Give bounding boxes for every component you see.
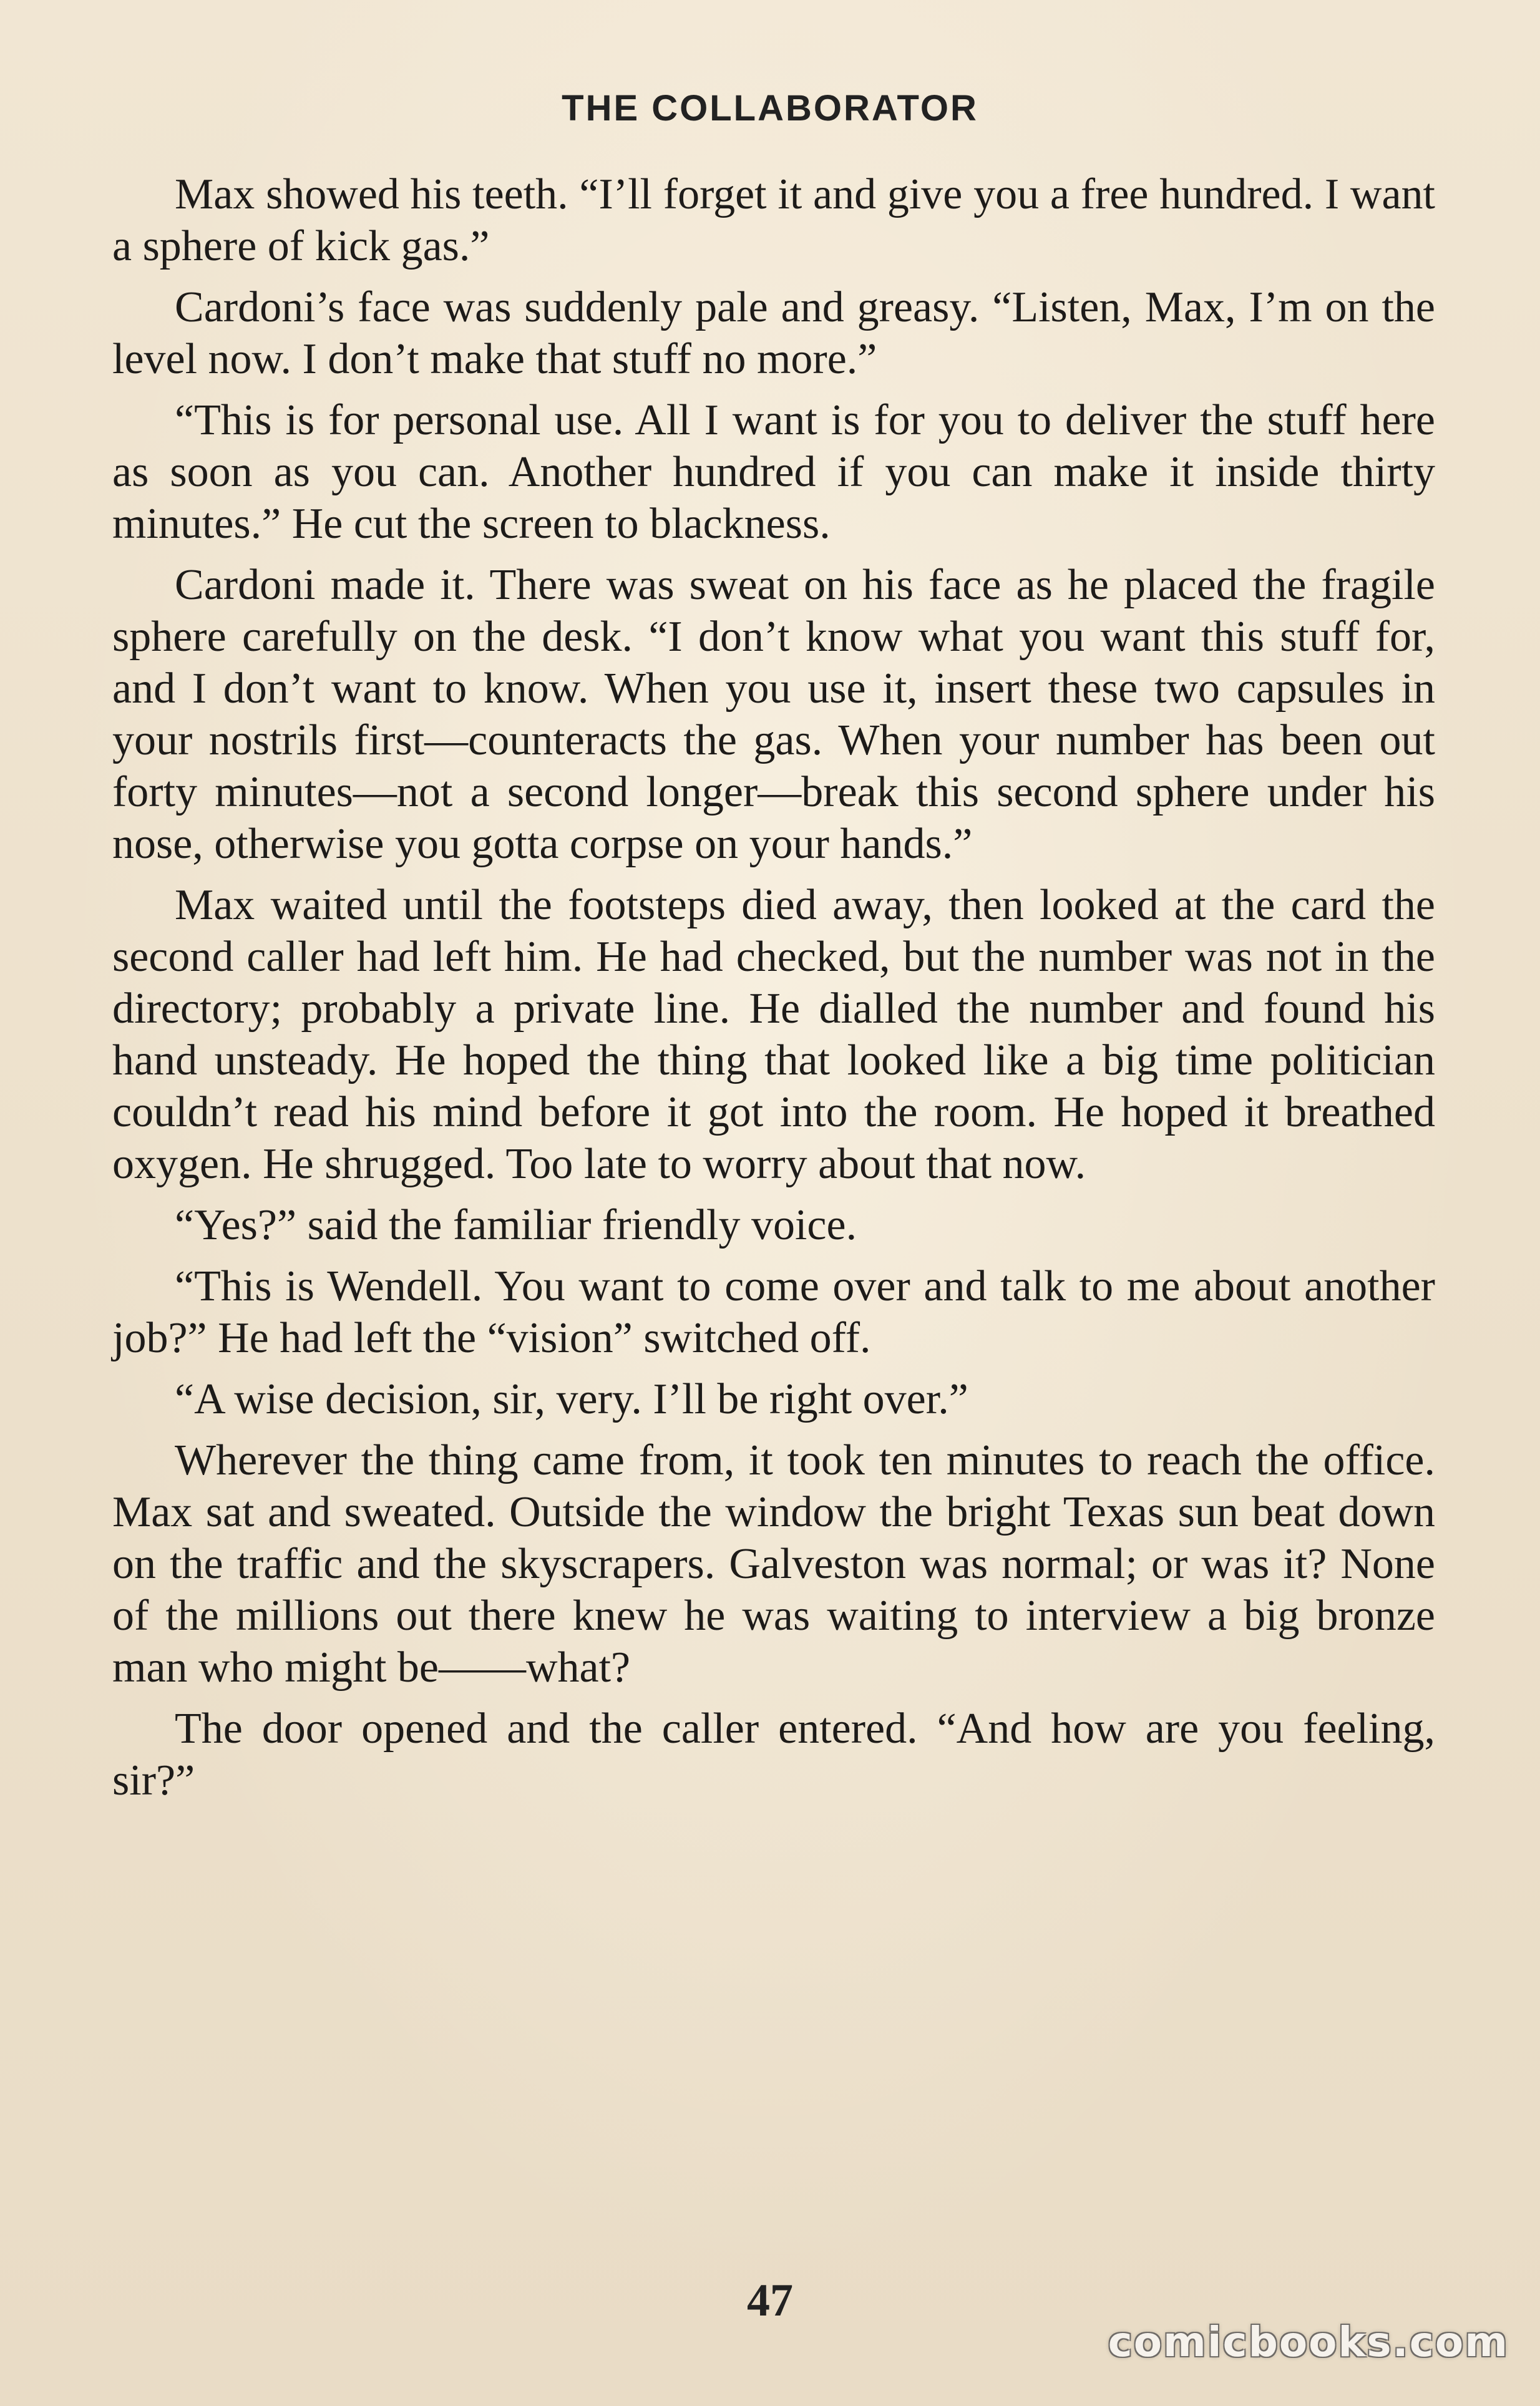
paragraph: “This is for personal use. All I want is for you to deliver the stuff here as soon as you can. Another hundred if you can make it inside thirty minutes.” He cut the screen to blackness. bbox=[112, 396, 1435, 548]
paragraph: Wherever the thing came from, it took ten minutes to reach the office. Max sat and sweated. Outside the window the bright Texas sun beat down on the traffic and the skyscrapers. Galveston was normal; or was it? None of the millions out there knew he was waiting to interview a big bronze man who might be——what? bbox=[112, 1436, 1435, 1692]
paragraph: Max showed his teeth. “I’ll forget it and give you a free hundred. I want a sphere of kick gas.” bbox=[112, 170, 1435, 270]
paragraph: “Yes?” said the familiar friendly voice. bbox=[175, 1201, 857, 1249]
paragraph: Cardoni made it. There was sweat on his face as he placed the fragile sphere carefully on the desk. “I don’t know what you want this stuff for, and I don’t want to know. When you use it, insert these two capsules in your nostrils first—counteracts the gas. When your number has been out forty minutes—not a second longer—break this second sphere under his nose, otherwise you gotta corpse on your hands.” bbox=[112, 561, 1435, 868]
body-text bbox=[112, 168, 1435, 1816]
paragraph: “A wise decision, sir, very. I’ll be right over.” bbox=[175, 1375, 968, 1423]
watermark: comicbooks.com bbox=[1108, 2318, 1509, 2366]
running-head: THE COLLABORATOR bbox=[562, 88, 978, 129]
paragraph: Cardoni’s face was suddenly pale and greasy. “Listen, Max, I’m on the level now. I don’t make that stuff no more.” bbox=[112, 283, 1435, 383]
paragraph: Max waited until the footsteps died away, then looked at the card the second caller had left him. He had checked, but the number was not in the directory; probably a private line. He dialled the number and found his hand unsteady. He hoped the thing that looked like a big time politician couldn’t read his mind before it got into the room. He hoped it breathed oxygen. He shrugged. Too late to worry about that now. bbox=[112, 881, 1435, 1188]
page-number: 47 bbox=[747, 2275, 793, 2326]
paragraph: “This is Wendell. You want to come over and talk to me about another job?” He had left the “vision” switched off. bbox=[112, 1262, 1435, 1362]
paragraph: The door opened and the caller entered. “And how are you feeling, sir?” bbox=[112, 1705, 1435, 1804]
